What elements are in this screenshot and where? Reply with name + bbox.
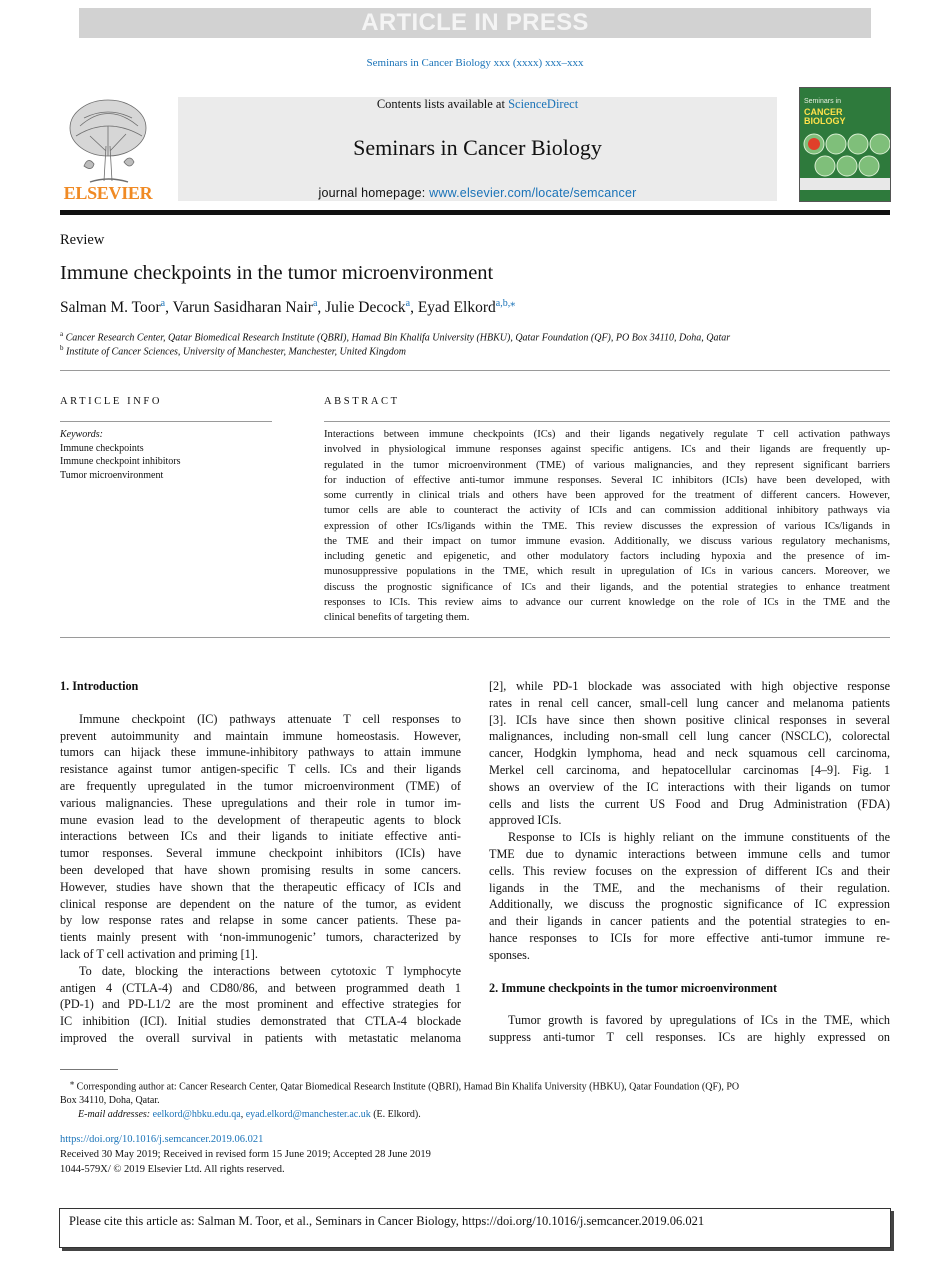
- abstract-line: the TME and their impact on tumor immune evasion. Additionally, we discuss various regulatory mechanisms,: [324, 535, 890, 547]
- abstract-line: munosuppressive populations in the TME, which result in upregulation of ICs in various cancers. Moreover, we: [324, 566, 890, 578]
- section-heading-introduction: 1. Introduction: [60, 679, 139, 693]
- body-text-line: antigen 4 (CTLA-4) and CD80/86, and between programmed death 1: [60, 980, 461, 995]
- abstract-line: including genetic and epigenetic, and other modulatory factors including hypoxia and the presence of im-: [324, 551, 890, 562]
- body-text-line: improved the overall survival in patients with metastatic melanoma: [60, 1030, 461, 1045]
- publication-info: [60, 1132, 431, 1177]
- corresponding-author-footnote: ⁎ Corresponding author at: Cancer Research Center, Qatar Biomedical Research Institute (QBRI), Hamad Bin Khalifa University (HBKU), Qatar Foundation (QF), PO Box 34110, Doha, Qatar. E-mail addresses: eelkord@hbku.edu.qa, eyad.elkord@manchester.ac.uk (E. Elkord).: [60, 1078, 740, 1120]
- article-title: Immune checkpoints in the tumor microenvironment: [60, 262, 494, 284]
- cite-this-article-box: Please cite this article as: Salman M. Toor, et al., Seminars in Cancer Biology, https://doi.org/10.1016/j.semcancer.2019.06.021: [59, 1208, 891, 1248]
- left-column: [60, 678, 461, 1047]
- journal-header: [178, 97, 777, 201]
- contents-available-line: Contents lists available at ScienceDirect: [376, 97, 579, 111]
- author-affil-mark[interactable]: a: [160, 297, 166, 309]
- body-text-line: To date, blocking the interactions between cytotoxic T lymphocyte: [79, 963, 461, 978]
- header-divider: [60, 210, 890, 215]
- abstract-line: for induction of effective anti-tumor immune responses. Several IC inhibitors (ICIs) have been developed, with: [324, 474, 890, 486]
- affiliation-b: $^b$ Institute of Cancer Sciences, University of Manchester, Manchester, United Kingdom: [60, 344, 406, 358]
- keyword-item: Immune checkpoint inhibitors: [60, 456, 181, 467]
- cover-title: CANCER BIOLOGY: [804, 107, 846, 126]
- abstract-line: regulated in the tumor microenvironment (TME) of various malignancies, and they represent significant barriers: [324, 459, 890, 471]
- divider: [60, 637, 890, 638]
- body-text-line: TME due to dynamic interactions between immune cells and tumor: [489, 846, 890, 861]
- author-affil-mark[interactable]: a,b,⁎: [495, 297, 516, 309]
- body-text-line: Immune checkpoint (IC) pathways attenuate T cell responses to: [79, 711, 461, 726]
- body-text-line: are frequently upregulated in the tumor microenvironment (TME) of: [60, 778, 461, 793]
- body-text-line: Merkel cell carcinoma, and hepatocellular carcinomas [4–9]. Fig. 1: [489, 762, 890, 777]
- body-text-line: approved ICIs.: [489, 813, 562, 828]
- body-text-line: various malignancies. These upregulations and their role in tumor im-: [60, 795, 461, 810]
- body-text-line: IC inhibition (ICI). Initial studies demonstrated that CTLA-4 blockade: [60, 1014, 461, 1029]
- abstract-line: involved in physiological immune responses against specific antigens. ICs and their ligands are frequently up-: [324, 444, 890, 456]
- body-text-line: prevent autoimmunity and maintain immune homeostasis. However,: [60, 728, 461, 743]
- body-text-line: tumors can hijack these immune-inhibitory pathways to attain immune: [60, 745, 461, 760]
- body-text-line: suppress anti-tumor T cell responses. ICs are highly expressed on: [489, 1030, 890, 1045]
- journal-reference-link[interactable]: Seminars in Cancer Biology xxx (xxxx) xxx–xxx: [366, 57, 584, 69]
- body-text-line: sponses.: [489, 947, 530, 962]
- section-heading-immune-checkpoints: 2. Immune checkpoints in the tumor microenvironment: [489, 980, 778, 995]
- divider: [60, 421, 272, 422]
- journal-homepage-link[interactable]: www.elsevier.com/locate/semcancer: [429, 186, 637, 200]
- abstract-line: clinical benefits of targeting them.: [324, 612, 470, 623]
- body-text-line: clinical response are dependent on the nature of the tumor, as evident: [60, 896, 461, 911]
- author-affil-mark[interactable]: a: [312, 297, 318, 309]
- divider: [324, 421, 890, 422]
- affiliation-a: $^a$ Cancer Research Center, Qatar Biomedical Research Institute (QBRI), Hamad Bin Khalifa University (HBKU), Qatar Foundation (QF), PO Box 34110, Doha, Qatar: [60, 330, 731, 344]
- abstract-line: responses to ICIs. This review aims to advance our current knowledge on the role of ICs in the TME and the: [324, 596, 890, 608]
- body-text-line: Tumor growth is favored by upregulations of ICs in the TME, which: [508, 1013, 890, 1028]
- keywords-label: Keywords:: [60, 429, 103, 440]
- footnote-divider: [60, 1069, 118, 1070]
- body-text-line: malignances, including non-small cell lung cancer (NSCLC), colorectal: [489, 729, 890, 744]
- body-text-line: Response to ICIs is highly reliant on the immune constituents of the: [508, 830, 890, 845]
- elsevier-wordmark: ELSEVIER: [63, 183, 153, 203]
- abstract-text: [324, 427, 890, 625]
- journal-homepage-line: journal homepage: www.elsevier.com/locate/semcancer: [318, 186, 637, 200]
- author-list: Salman M. Toor$^a$, Varun Sasidharan Nair$^a$, Julie Decock$^a$, Eyad Elkord$^{a,b,⁎}$: [60, 297, 516, 316]
- abstract-line: expression of other ICs/ligands within the TME. This review discusses the expression of various ICs/ligands in: [324, 520, 890, 532]
- body-text-line: shows an overview of the IC interactions with their ligands on tumor: [489, 779, 890, 794]
- body-text-line: been developed that have shown promising results in some cancers.: [60, 862, 461, 877]
- body-text-line: cancer, Hodgkin lymphoma, head and neck squamous cell carcinoma,: [489, 746, 890, 761]
- email-link[interactable]: eyad.elkord@manchester.ac.uk: [245, 1108, 371, 1120]
- author-name[interactable]: Eyad Elkord: [417, 299, 496, 316]
- body-text-line: and their ligands in cancer patients and the potential strategies to en-: [489, 914, 890, 929]
- cover-text: Seminars in: [804, 98, 841, 105]
- body-text-line: cells. This review focuses on the expression of different ICs and their: [489, 863, 890, 878]
- body-text-line: hance responses to ICIs for more effective anti-tumor immune re-: [489, 930, 890, 945]
- body-text-line: lack of T cell activation and priming [1].: [60, 946, 258, 961]
- abstract-heading: ABSTRACT: [324, 396, 400, 407]
- abstract-line: discuss the prognostic significance of ICs and their ligands, and the potential strategies to enhance treatment: [324, 581, 890, 593]
- body-text-line: ligands in the TME, and the mechanisms of their regulation.: [489, 880, 890, 895]
- cover-cells-icon: [800, 130, 891, 190]
- sciencedirect-link[interactable]: ScienceDirect: [508, 97, 579, 111]
- body-text-line: rates in renal cell cancer, small-cell lung cancer and melanoma patients: [489, 695, 890, 710]
- body-text-line: [2], while PD-1 blockade was associated with high objective response: [489, 679, 890, 693]
- divider: [60, 370, 890, 371]
- received-dates: Received 30 May 2019; Received in revised form 15 June 2019; Accepted 28 June 2019: [60, 1149, 431, 1160]
- body-text-line: (PD-1) and PD-L1/2 are the most prominent and effective strategies for: [60, 997, 461, 1012]
- article-info-heading: ARTICLE INFO: [60, 396, 163, 407]
- author-name[interactable]: Julie Decock: [325, 299, 406, 316]
- right-column: [489, 678, 890, 1046]
- abstract-line: tumor cells are able to counteract the activity of ICIs and can commission additional inhibitory pathways via: [324, 505, 890, 517]
- spacer: [489, 964, 890, 980]
- abstract-line: Interactions between immune checkpoints (ICs) and their ligands negatively regulate T cell activation pathways: [324, 429, 890, 440]
- body-text-line: However, studies have shown that the therapeutic efficacy of ICIs and: [60, 879, 461, 894]
- body-text-line: cells and lists the current US Food and Drug Administration (FDA): [489, 796, 890, 811]
- article-in-press-banner: ARTICLE IN PRESS: [79, 8, 871, 38]
- article-type: Review: [60, 232, 105, 248]
- body-text-line: mune evasion lead to the development of therapeutic agents to block: [60, 812, 461, 827]
- body-text-line: resistance against tumor antigen-specific T cells. ICs and their ligands: [60, 762, 461, 777]
- keywords-block: [60, 428, 181, 482]
- email-link[interactable]: eelkord@hbku.edu.qa: [152, 1108, 241, 1120]
- body-text-line: by low response rates and relapse in some cancer patients. These pa-: [60, 913, 461, 928]
- journal-cover-image: [799, 87, 891, 202]
- body-text-line: [3]. ICIs have since then shown positive clinical responses in several: [489, 712, 890, 727]
- doi-link[interactable]: https://doi.org/10.1016/j.semcancer.2019.06.021: [60, 1134, 264, 1145]
- body-text-line: tients mainly present with ‘non-immunogenic’ tumors, characterized by: [60, 930, 461, 945]
- journal-title: Seminars in Cancer Biology: [353, 135, 602, 160]
- body-text-line: tumor responses. Several immune checkpoint inhibitors (ICIs) have: [60, 846, 461, 861]
- author-affil-mark[interactable]: a: [405, 297, 411, 309]
- keyword-item: Tumor microenvironment: [60, 469, 164, 481]
- abstract-line: some currently in clinical trials and others have been approved for the treatment of different cancers. However,: [324, 490, 890, 501]
- keyword-item: Immune checkpoints: [60, 442, 144, 454]
- author-name[interactable]: Varun Sasidharan Nair: [172, 299, 313, 316]
- body-text-line: interactions between ICs and their ligands to initiate effective anti-: [60, 829, 461, 844]
- body-text-line: Additionally, we discuss the prognostic significance of IC expression: [489, 897, 890, 912]
- copyright-line: 1044-579X/ © 2019 Elsevier Ltd. All rights reserved.: [60, 1164, 285, 1175]
- author-name[interactable]: Salman M. Toor: [60, 299, 161, 316]
